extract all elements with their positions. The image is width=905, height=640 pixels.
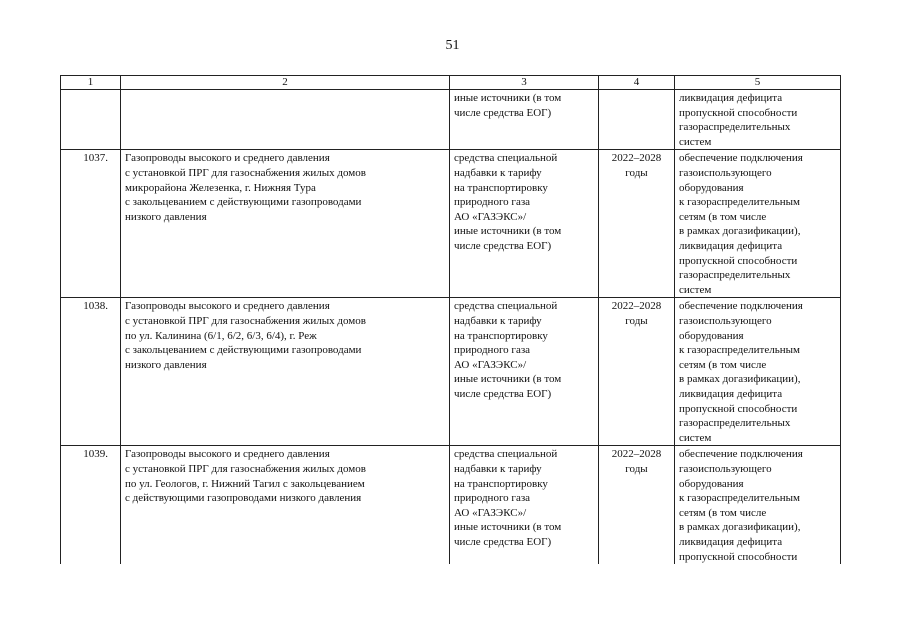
- header-cell-5: 5: [675, 76, 841, 90]
- text-line: обеспечение подключения: [679, 152, 803, 165]
- text-line: ликвидация дефицита: [679, 239, 783, 252]
- cell-object-name: [121, 446, 450, 564]
- cell-number: 1039.: [61, 446, 121, 564]
- header-cell-3: 3: [450, 76, 599, 90]
- text-line: годы: [625, 314, 648, 327]
- text-line: в рамках догазификации),: [679, 373, 801, 386]
- text-line: на транспортировку: [454, 181, 548, 194]
- text-line: АО «ГАЗЭКС»/: [454, 210, 527, 223]
- text-line: с установкой ПРГ для газоснабжения жилых домов: [125, 314, 366, 327]
- text-line: природного газа: [454, 492, 531, 505]
- text-line: сетям (в том числе: [679, 358, 767, 371]
- text-line: Газопроводы высокого и среднего давления: [125, 448, 330, 461]
- text-line: АО «ГАЗЭКС»/: [454, 358, 527, 371]
- text-line: с закольцеванием с действующими газопроводами: [125, 344, 362, 357]
- text-line: АО «ГАЗЭКС»/: [454, 506, 527, 519]
- text-line: иные источники (в том: [454, 521, 562, 534]
- table-row: [61, 298, 841, 446]
- program-table: [60, 75, 841, 564]
- cell-goal: [675, 150, 841, 298]
- header-cell-1: 1: [61, 76, 121, 90]
- cell-number: [61, 90, 121, 150]
- text-line: газораспределительных: [679, 417, 791, 430]
- text-line: к газораспределительным: [679, 344, 800, 357]
- text-line: Газопроводы высокого и среднего давления: [125, 152, 330, 165]
- table-row: [61, 150, 841, 298]
- cell-object-name: [121, 298, 450, 446]
- text-line: газоиспользующего: [679, 462, 772, 475]
- text-line: природного газа: [454, 344, 531, 357]
- cell-number: 1037.: [61, 150, 121, 298]
- cell-period: [599, 298, 675, 446]
- text-line: ликвидация дефицита: [679, 92, 783, 104]
- text-line: иные источники (в том: [454, 92, 562, 104]
- cell-funding-source: [450, 446, 599, 564]
- page-number: 51: [445, 38, 460, 53]
- text-line: систем: [679, 135, 712, 148]
- text-line: систем: [679, 283, 712, 296]
- text-line: оборудования: [679, 477, 744, 490]
- text-line: к газораспределительным: [679, 492, 800, 505]
- table-row: [61, 446, 841, 564]
- text-line: микрорайона Железенка, г. Нижняя Тура: [125, 181, 316, 194]
- cell-period: [599, 446, 675, 564]
- cell-period: [599, 150, 675, 298]
- text-line: средства специальной: [454, 448, 558, 461]
- text-line: пропускной способности: [679, 550, 798, 563]
- cell-object-name: [121, 150, 450, 298]
- text-line: с установкой ПРГ для газоснабжения жилых домов: [125, 166, 366, 179]
- text-line: иные источники (в том: [454, 225, 562, 238]
- text-line: оборудования: [679, 181, 744, 194]
- text-line: газоиспользующего: [679, 314, 772, 327]
- text-line: пропускной способности: [679, 254, 798, 267]
- header-cell-2: 2: [121, 76, 450, 90]
- cell-goal: [675, 90, 841, 150]
- text-line: пропускной способности: [679, 402, 798, 415]
- text-line: средства специальной: [454, 152, 558, 165]
- text-line: обеспечение подключения: [679, 448, 803, 461]
- text-line: числе средства ЕОГ): [454, 239, 552, 252]
- text-line: газоиспользующего: [679, 166, 772, 179]
- text-line: 2022–2028: [611, 152, 662, 165]
- text-line: природного газа: [454, 196, 531, 209]
- text-line: систем: [679, 431, 712, 444]
- cell-goal: [675, 298, 841, 446]
- text-line: средства специальной: [454, 300, 558, 313]
- text-line: с действующими газопроводами низкого давления: [125, 492, 362, 505]
- text-line: числе средства ЕОГ): [454, 106, 552, 119]
- text-line: обеспечение подключения: [679, 300, 803, 313]
- text-line: сетям (в том числе: [679, 506, 767, 519]
- text-line: 2022–2028: [611, 300, 662, 313]
- text-line: годы: [625, 166, 648, 179]
- text-line: с закольцеванием с действующими газопроводами: [125, 196, 362, 209]
- text-line: сетям (в том числе: [679, 210, 767, 223]
- text-line: в рамках догазификации),: [679, 521, 801, 534]
- cell-period: [599, 90, 675, 150]
- text-line: газораспределительных: [679, 269, 791, 282]
- text-line: числе средства ЕОГ): [454, 535, 552, 548]
- text-line: числе средства ЕОГ): [454, 387, 552, 400]
- text-line: газораспределительных: [679, 121, 791, 134]
- text-line: надбавки к тарифу: [454, 314, 542, 327]
- text-line: на транспортировку: [454, 329, 548, 342]
- text-line: в рамках догазификации),: [679, 225, 801, 238]
- text-line: пропускной способности: [679, 106, 798, 119]
- text-line: с установкой ПРГ для газоснабжения жилых домов: [125, 462, 366, 475]
- text-line: ликвидация дефицита: [679, 387, 783, 400]
- text-line: к газораспределительным: [679, 196, 800, 209]
- text-line: низкого давления: [125, 210, 207, 223]
- text-line: низкого давления: [125, 358, 207, 371]
- text-line: надбавки к тарифу: [454, 462, 542, 475]
- cell-number: 1038.: [61, 298, 121, 446]
- text-line: годы: [625, 462, 648, 475]
- table-header-row: [61, 76, 841, 90]
- header-cell-4: 4: [599, 76, 675, 90]
- text-line: оборудования: [679, 329, 744, 342]
- text-line: иные источники (в том: [454, 373, 562, 386]
- cell-funding-source: [450, 298, 599, 446]
- text-line: по ул. Геологов, г. Нижний Тагил с закольцеванием: [125, 477, 365, 490]
- cell-funding-source: [450, 150, 599, 298]
- cell-object-name: [121, 90, 450, 150]
- text-line: 2022–2028: [611, 448, 662, 461]
- cell-goal: [675, 446, 841, 564]
- text-line: на транспортировку: [454, 477, 548, 490]
- text-line: ликвидация дефицита: [679, 535, 783, 548]
- table-row-continuation: [61, 90, 841, 150]
- text-line: Газопроводы высокого и среднего давления: [125, 300, 330, 313]
- cell-funding-source: [450, 90, 599, 150]
- text-line: по ул. Калинина (6/1, 6/2, 6/3, 6/4), г. Реж: [125, 329, 317, 342]
- text-line: надбавки к тарифу: [454, 166, 542, 179]
